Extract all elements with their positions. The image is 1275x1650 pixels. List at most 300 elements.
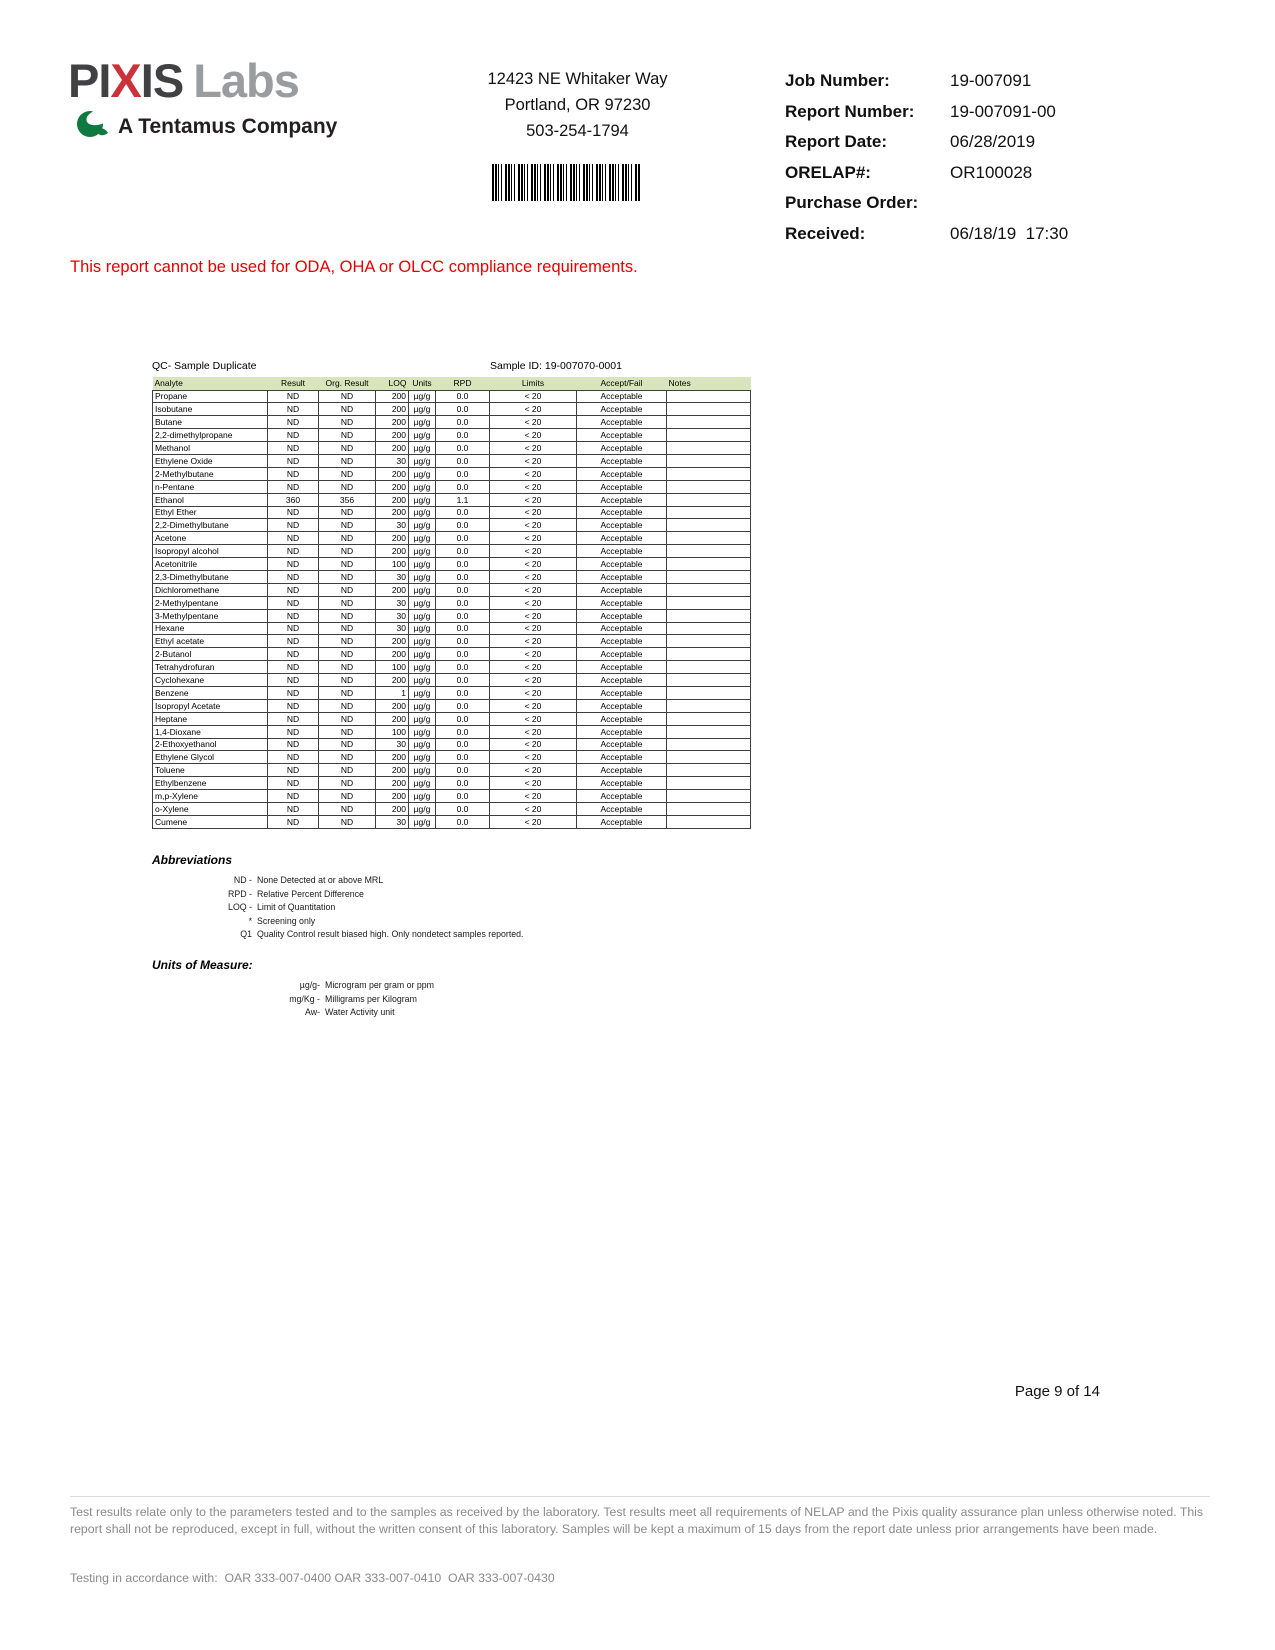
info-value: 06/28/2019 [950,132,1036,151]
info-value: OR100028 [950,162,1033,182]
cell-units: µg/g [409,442,436,455]
cell-org-result: 356 [319,493,376,506]
cell-units: µg/g [409,648,436,661]
cell-org-result: ND [319,596,376,609]
column-header-rpd: RPD [436,377,490,390]
cell-analyte: 2,2-dimethylpropane [153,429,268,442]
column-header-org-result: Org. Result [319,377,376,390]
cell-loq: 200 [376,712,409,725]
cell-accept-fail: Acceptable [577,648,667,661]
footer-disclaimer: Test results relate only to the parameters tested and to the samples as received by the laboratory. Test results meet all requirements of NELAP and the Pixis quality assurance plan unless otherwise noted. This report shall not be reproduced, except in full, without the written consent of this laboratory. Samples will be kept a maximum of 15 days from the report date unless prior arrangements have been made. [70,1496,1210,1537]
definition-desc: Relative Percent Difference [257,888,364,899]
info-row [785,219,1225,250]
cell-loq: 30 [376,738,409,751]
cell-units: µg/g [409,738,436,751]
table-row [153,790,751,803]
cell-result: ND [268,467,319,480]
cell-notes [667,390,751,403]
cell-limits: < 20 [490,416,577,429]
cell-notes [667,416,751,429]
cell-analyte: Cyclohexane [153,674,268,687]
table-row [153,712,751,725]
cell-units: µg/g [409,609,436,622]
cell-limits: < 20 [490,751,577,764]
qc-table-title: QC- Sample Duplicate [152,360,257,372]
cell-accept-fail: Acceptable [577,725,667,738]
cell-units: µg/g [409,558,436,571]
cell-loq: 200 [376,699,409,712]
cell-limits: < 20 [490,583,577,596]
cell-limits: < 20 [490,442,577,455]
info-row [785,188,1225,219]
cell-loq: 200 [376,442,409,455]
cell-loq: 200 [376,506,409,519]
cell-limits: < 20 [490,764,577,777]
cell-analyte: 2-Butanol [153,648,268,661]
cell-accept-fail: Acceptable [577,699,667,712]
cell-result: ND [268,622,319,635]
cell-notes [667,558,751,571]
cell-accept-fail: Acceptable [577,429,667,442]
cell-loq: 30 [376,622,409,635]
cell-notes [667,777,751,790]
logo-text-x: X [110,54,141,107]
cell-result: ND [268,442,319,455]
cell-accept-fail: Acceptable [577,558,667,571]
cell-result: ND [268,416,319,429]
cell-limits: < 20 [490,403,577,416]
cell-analyte: 3-Methylpentane [153,609,268,622]
cell-org-result: ND [319,454,376,467]
cell-limits: < 20 [490,454,577,467]
table-row [153,506,751,519]
definition-desc: Milligrams per Kilogram [325,993,417,1004]
cell-analyte: Isopropyl Acetate [153,699,268,712]
cell-accept-fail: Acceptable [577,403,667,416]
info-row [785,127,1225,158]
cell-rpd: 0.0 [436,480,490,493]
cell-org-result: ND [319,506,376,519]
cell-rpd: 0.0 [436,583,490,596]
definition-term: Aw- [305,1007,320,1017]
cell-loq: 100 [376,725,409,738]
pixis-logo [68,54,338,145]
cell-accept-fail: Acceptable [577,686,667,699]
cell-org-result: ND [319,803,376,816]
cell-limits: < 20 [490,609,577,622]
cell-org-result: ND [319,480,376,493]
cell-loq: 200 [376,764,409,777]
cell-loq: 200 [376,803,409,816]
table-row [153,416,751,429]
cell-rpd: 0.0 [436,390,490,403]
address-line: 503-254-1794 [526,122,629,140]
cell-rpd: 0.0 [436,803,490,816]
cell-notes [667,493,751,506]
cell-notes [667,519,751,532]
cell-org-result: ND [319,777,376,790]
cell-analyte: 2-Methylbutane [153,467,268,480]
cell-units: µg/g [409,803,436,816]
cell-units: µg/g [409,699,436,712]
cell-units: µg/g [409,403,436,416]
cell-rpd: 0.0 [436,738,490,751]
cell-rpd: 1.1 [436,493,490,506]
cell-notes [667,532,751,545]
sample-id: Sample ID: 19-007070-0001 [490,360,622,372]
cell-org-result: ND [319,661,376,674]
definition-row [152,888,524,902]
cell-accept-fail: Acceptable [577,674,667,687]
cell-limits: < 20 [490,532,577,545]
cell-notes [667,442,751,455]
definition-desc: Water Activity unit [325,1007,395,1017]
cell-loq: 200 [376,532,409,545]
cell-loq: 100 [376,661,409,674]
table-row [153,648,751,661]
definition-desc: Screening only [257,915,316,926]
definition-desc: Microgram per gram or ppm [325,980,435,990]
cell-notes [667,725,751,738]
cell-result: 360 [268,493,319,506]
cell-analyte: Methanol [153,442,268,455]
logo-text: PI [68,54,111,107]
cell-analyte: Acetonitrile [153,558,268,571]
cell-rpd: 0.0 [436,686,490,699]
cell-accept-fail: Acceptable [577,570,667,583]
table-row [153,429,751,442]
table-row [153,777,751,790]
cell-notes [667,712,751,725]
cell-analyte: Isobutane [153,403,268,416]
cell-rpd: 0.0 [436,454,490,467]
cell-notes [667,506,751,519]
cell-rpd: 0.0 [436,815,490,828]
cell-rpd: 0.0 [436,596,490,609]
table-row [153,699,751,712]
logo-wordmark [68,54,337,107]
page-number: Page 9 of 14 [1014,1383,1100,1400]
cell-org-result: ND [319,558,376,571]
cell-loq: 30 [376,609,409,622]
abbreviations-title: Abbreviations [152,853,233,867]
cell-notes [667,738,751,751]
cell-units: µg/g [409,493,436,506]
cell-org-result: ND [319,403,376,416]
table-row [153,454,751,467]
cell-accept-fail: Acceptable [577,493,667,506]
cell-notes [667,609,751,622]
tentamus-leaf-icon [76,108,110,145]
cell-org-result: ND [319,725,376,738]
cell-limits: < 20 [490,635,577,648]
info-label: Report Number: [785,101,915,121]
cell-accept-fail: Acceptable [577,712,667,725]
cell-notes [667,648,751,661]
cell-accept-fail: Acceptable [577,480,667,493]
cell-result: ND [268,661,319,674]
table-row [153,519,751,532]
cell-rpd: 0.0 [436,725,490,738]
cell-org-result: ND [319,467,376,480]
definition-term: * [248,915,252,926]
table-row [153,661,751,674]
cell-units: µg/g [409,712,436,725]
cell-loq: 200 [376,635,409,648]
cell-analyte: Cumene [153,815,268,828]
cell-analyte: Ethylene Oxide [153,454,268,467]
cell-org-result: ND [319,622,376,635]
cell-result: ND [268,532,319,545]
cell-accept-fail: Acceptable [577,790,667,803]
column-header-notes: Notes [667,377,751,390]
cell-limits: < 20 [490,467,577,480]
cell-result: ND [268,403,319,416]
definition-term: ND - [233,875,252,885]
cell-analyte: Propane [153,390,268,403]
table-row [153,480,751,493]
cell-org-result: ND [319,583,376,596]
cell-rpd: 0.0 [436,570,490,583]
table-row [153,596,751,609]
cell-limits: < 20 [490,493,577,506]
table-row [153,674,751,687]
cell-limits: < 20 [490,712,577,725]
cell-units: µg/g [409,596,436,609]
cell-notes [667,815,751,828]
cell-accept-fail: Acceptable [577,764,667,777]
qc-results-table [152,377,751,829]
cell-result: ND [268,609,319,622]
cell-loq: 30 [376,815,409,828]
cell-notes [667,674,751,687]
cell-analyte: Tetrahydrofuran [153,661,268,674]
cell-units: µg/g [409,519,436,532]
footer-accordance: Testing in accordance with: OAR 333-007-0400 OAR 333-007-0410 OAR 333-007-0430 [70,1571,555,1585]
cell-accept-fail: Acceptable [577,545,667,558]
definition-row [152,979,434,993]
info-row [785,97,1225,128]
definition-row [152,901,524,915]
cell-org-result: ND [319,815,376,828]
cell-org-result: ND [319,609,376,622]
cell-rpd: 0.0 [436,622,490,635]
cell-loq: 200 [376,390,409,403]
cell-result: ND [268,390,319,403]
cell-units: µg/g [409,764,436,777]
cell-org-result: ND [319,674,376,687]
table-row [153,622,751,635]
info-label: Report Date: [785,132,888,151]
info-value: 19-007091-00 [950,101,1056,121]
cell-units: µg/g [409,635,436,648]
cell-notes [667,751,751,764]
cell-rpd: 0.0 [436,416,490,429]
cell-accept-fail: Acceptable [577,467,667,480]
table-row [153,545,751,558]
cell-loq: 30 [376,596,409,609]
info-label: ORELAP#: [785,162,871,182]
cell-org-result: ND [319,648,376,661]
cell-limits: < 20 [490,545,577,558]
cell-loq: 200 [376,416,409,429]
cell-loq: 200 [376,751,409,764]
qc-section [152,360,750,829]
cell-loq: 30 [376,570,409,583]
cell-rpd: 0.0 [436,790,490,803]
cell-units: µg/g [409,583,436,596]
cell-units: µg/g [409,429,436,442]
cell-result: ND [268,596,319,609]
table-row [153,583,751,596]
abbreviations-list [152,874,524,942]
info-label: Purchase Order: [785,193,919,212]
cell-result: ND [268,777,319,790]
cell-notes [667,583,751,596]
cell-units: µg/g [409,790,436,803]
cell-rpd: 0.0 [436,777,490,790]
qc-table-body [153,390,751,828]
cell-limits: < 20 [490,596,577,609]
cell-units: µg/g [409,467,436,480]
cell-notes [667,635,751,648]
info-label: Received: [785,223,866,243]
abbreviations-section [152,853,524,942]
cell-units: µg/g [409,390,436,403]
cell-loq: 200 [376,790,409,803]
definition-term: µg/g- [299,980,320,990]
logo-text: IS [140,54,184,107]
cell-analyte: Hexane [153,622,268,635]
cell-notes [667,545,751,558]
cell-notes [667,622,751,635]
cell-accept-fail: Acceptable [577,609,667,622]
cell-notes [667,403,751,416]
cell-org-result: ND [319,519,376,532]
cell-notes [667,596,751,609]
cell-units: µg/g [409,674,436,687]
cell-accept-fail: Acceptable [577,635,667,648]
address-line: Portland, OR 97230 [504,96,651,114]
cell-analyte: Butane [153,416,268,429]
cell-rpd: 0.0 [436,764,490,777]
cell-units: µg/g [409,532,436,545]
cell-rpd: 0.0 [436,545,490,558]
barcode [492,164,640,201]
cell-result: ND [268,790,319,803]
cell-rpd: 0.0 [436,558,490,571]
cell-units: µg/g [409,545,436,558]
table-row [153,815,751,828]
cell-units: µg/g [409,661,436,674]
cell-accept-fail: Acceptable [577,390,667,403]
cell-limits: < 20 [490,674,577,687]
cell-rpd: 0.0 [436,519,490,532]
cell-loq: 200 [376,648,409,661]
cell-rpd: 0.0 [436,648,490,661]
definition-desc: None Detected at or above MRL [257,875,384,885]
table-row [153,570,751,583]
cell-org-result: ND [319,545,376,558]
cell-limits: < 20 [490,686,577,699]
table-row [153,803,751,816]
cell-analyte: n-Pentane [153,480,268,493]
cell-loq: 200 [376,493,409,506]
cell-result: ND [268,815,319,828]
cell-accept-fail: Acceptable [577,738,667,751]
report-info [785,66,1225,249]
cell-rpd: 0.0 [436,661,490,674]
cell-limits: < 20 [490,815,577,828]
cell-accept-fail: Acceptable [577,622,667,635]
cell-notes [667,686,751,699]
cell-notes [667,429,751,442]
cell-analyte: Toluene [153,764,268,777]
qc-header-row [153,377,751,390]
table-row [153,558,751,571]
cell-accept-fail: Acceptable [577,532,667,545]
cell-org-result: ND [319,790,376,803]
cell-units: µg/g [409,725,436,738]
cell-loq: 200 [376,674,409,687]
units-of-measure-list [152,979,434,1020]
cell-accept-fail: Acceptable [577,442,667,455]
cell-units: µg/g [409,454,436,467]
cell-analyte: 2-Methylpentane [153,596,268,609]
cell-result: ND [268,583,319,596]
cell-notes [667,570,751,583]
cell-org-result: ND [319,712,376,725]
cell-org-result: ND [319,532,376,545]
cell-notes [667,661,751,674]
cell-accept-fail: Acceptable [577,661,667,674]
column-header-limits: Limits [490,377,577,390]
cell-result: ND [268,558,319,571]
cell-loq: 200 [376,403,409,416]
column-header-loq: LOQ [376,377,409,390]
cell-accept-fail: Acceptable [577,454,667,467]
cell-loq: 200 [376,467,409,480]
cell-result: ND [268,725,319,738]
cell-result: ND [268,545,319,558]
cell-org-result: ND [319,570,376,583]
cell-result: ND [268,751,319,764]
table-row [153,390,751,403]
table-row [153,403,751,416]
cell-accept-fail: Acceptable [577,751,667,764]
cell-analyte: Isopropyl alcohol [153,545,268,558]
cell-limits: < 20 [490,790,577,803]
cell-org-result: ND [319,390,376,403]
cell-loq: 200 [376,583,409,596]
cell-rpd: 0.0 [436,403,490,416]
cell-analyte: Ethylbenzene [153,777,268,790]
cell-notes [667,699,751,712]
units-of-measure-section [152,958,434,1020]
cell-notes [667,764,751,777]
cell-result: ND [268,480,319,493]
definition-term: LOQ - [228,902,252,912]
cell-notes [667,480,751,493]
cell-analyte: Acetone [153,532,268,545]
address-line: 12423 NE Whitaker Way [487,70,668,88]
cell-result: ND [268,764,319,777]
cell-loq: 200 [376,777,409,790]
info-row [785,66,1225,97]
cell-result: ND [268,506,319,519]
cell-limits: < 20 [490,777,577,790]
table-row [153,686,751,699]
